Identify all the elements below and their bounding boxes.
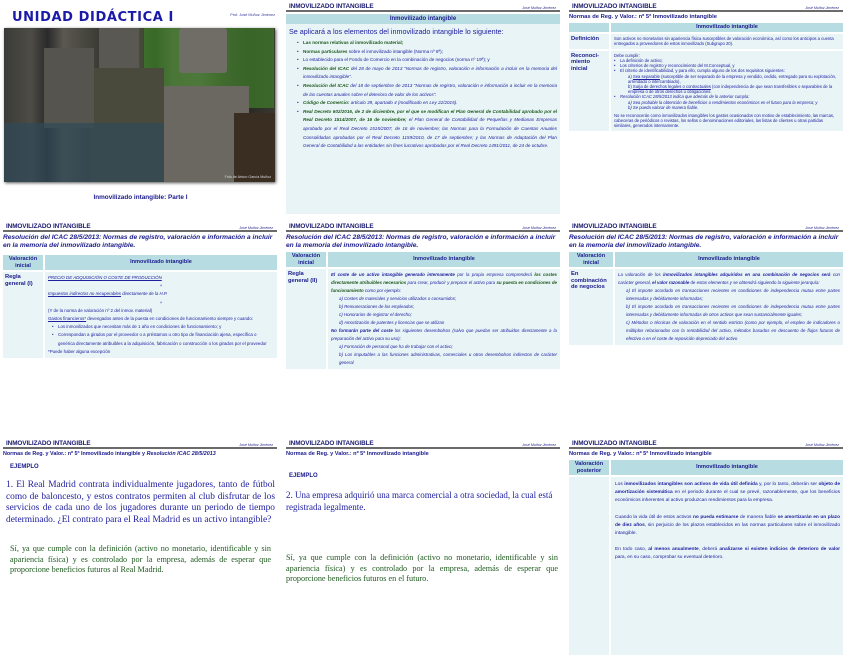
slide-example-2	[283, 437, 564, 655]
list-item: • Las normas relativas al inmovilizado material;	[303, 39, 557, 48]
slide-initial-valuation-1	[0, 220, 281, 433]
section-band: Inmovilizado intangible	[286, 14, 560, 24]
row-label: Regla general (I)	[3, 272, 43, 358]
slide-definition	[566, 0, 847, 218]
slide-subsequent-valuation	[566, 437, 847, 655]
row-label: En combinación de negocios	[569, 269, 613, 345]
header-author: José Muñoz Jiménez	[805, 6, 839, 10]
valuation-table	[569, 252, 843, 345]
valuation-content: La valoración de los inmovilizados intangibles adquiridos en una combinación de negocios será con carácter general, el valor razonable de estos elementos y se obtendrá siguiendo la siguiente jerarquía: a) El importe acordado en transacciones recientes en condiciones de independencia mutua entre partes interesadas y debidamente informadas; b) El importe acordado en transacciones recientes en condiciones de independencia mutua entre partes interesadas y debidamente informadas de otros activos que sean sustancialmente iguales; c) Métodos o técnicas de valoración en el sentido estricto (como por ejemplo, el empleo de indicadores o múltiplos relacionados con la rentabilidad del activo, métodos basados en descuento de flujos futuros de efectivo o en el coste de reposición depreciado del activo	[615, 269, 843, 345]
header-title: INMOVILIZADO INTANGIBLE	[289, 223, 374, 230]
valuation-content: El coste de un activo intangible generado internamente por la propia empresa comprenderá los costes directamente atribuibles necesarios para crear, producir y preparar el activo para su puesta en condiciones de funcionamiento como por ejemplo: a) Costes de materiales y servicios utilizados o consumidos; b) Remuneraciones de los empleados; c) Honorarios de registrar el derecho; d) Amortización de patentes y licencias que se utilizan No formarán parte del coste los siguientes desembolsos (salvo que puedan ser atribuidos directamente a la preparación del activo para su uso): a) Formación de personal que ha de trabajar con el activo; b) Los imputables a las funciones administrativas, comerciales u otros desembolsos indirectos de carácter general	[328, 269, 560, 369]
slide-header	[286, 2, 560, 12]
slide-header	[569, 439, 843, 449]
header-author: José Muñoz Jiménez	[805, 226, 839, 230]
slide-initial-valuation-2	[283, 220, 564, 433]
example-answer: Sí, ya que cumple con la definición (activo no monetario, identificable y sin apariencia física) y es controlado por la empresa, además de esperar que proporcione beneficios futuros en el futuro.	[286, 553, 558, 583]
definition-text: Son activos no monetarios sin apariencia física susceptibles de valoración económica, así como los anticipos a cuenta entregados a proveedores de estos inmovilizado (Subgrupo 20).	[611, 34, 843, 49]
header-author: José Muñoz Jiménez	[522, 226, 556, 230]
example-answer: Sí, ya que cumple con la definición (activo no monetario, identificable y sin apariencia física) y es controlado por la empresa, además de esperar que proporcione beneficios futuros al Real Madrid.	[10, 544, 271, 574]
valuation-table	[569, 460, 843, 655]
header-title: INMOVILIZADO INTANGIBLE	[572, 440, 657, 447]
table-col-header: Inmovilizado intangible	[611, 23, 843, 32]
table-row-header: Valoración inicial	[569, 252, 613, 267]
slide-example-1	[0, 437, 281, 655]
example-label: EJEMPLO	[10, 464, 39, 470]
valuation-content: Los inmovilizados intangibles son activos de vida útil definida y, por lo tanto, deberán ser objeto de amortización sistemática en el periodo durante el cual se prevé, razonablemente, que los beneficios económicos inherentes al activo produzcan rendimientos para la empresa. Cuando la vida útil de estos activos no pueda estimarse de manera fiable se amortizarán en un plazo de diez años, sin perjuicio de los plazos establecidos en las normas particulares sobre el inmovilizado intangible. En todo caso, al menos anualmente, deberá analizarse si existen indicios de deterioro de valor para, en su caso, comprobar su eventual deterioro.	[611, 477, 843, 655]
slide-subtitle: Normas de Reg. y Valor.: nº 5ª Inmovilizado intangible	[569, 14, 717, 20]
slide-subtitle: Normas de Reg. y Valor.: nº 5ª Inmovilizado intangible	[569, 451, 712, 457]
table-col-header: Inmovilizado intangible	[615, 252, 843, 267]
norms-list	[289, 39, 557, 151]
slide-subtitle: Resolución del ICAC 28/5/2013: Normas de registro, valoración e información a incluir en la memoria del inmovilizado intangible.	[569, 234, 839, 249]
slide-subtitle: Normas de Reg. y Valor.: nº 5ª Inmovilizado intangible y Resolución ICAC 28/5/2013	[3, 451, 216, 457]
header-title: INMOVILIZADO INTANGIBLE	[289, 440, 374, 447]
photo-credit: Foto de Arturo García Muñoz	[224, 175, 271, 179]
example-question: 1. El Real Madrid contrata individualmente jugadores, tanto de fútbol como de baloncesto, y estos contratos permiten al club disfrutar de los servicios de cada uno de los jugadores durante un periodo de tiempo determinado. ¿El contrato para el Real Madrid es un activo intangible?	[6, 480, 275, 525]
intro-text: Se aplicará a los elementos del inmovilizado intangible lo siguiente:	[289, 27, 504, 36]
row-label: Regla general (II)	[286, 269, 326, 369]
list-item: • Real Decreto 602/2016, de 2 de diciembre, por el que se modifican el Plan General de Contabilidad aprobado por el Real Decreto 1514/2007, de 16 de noviembre; el Plan General de Contabilidad de Pequeñas y Medianas Empresas aprobado por el Real Decreto 1515/2007, de 16 de noviembre; las Normas para la Formulación de Cuentas Anuales Consolidadas aprobadas por el Real Decreto 1159/2010, de 17 de septiembre; y las Normas de Adaptación del Plan General de Contabilidad a las entidades sin fines lucrativos aprobadas por el Real Decreto 1491/2011, de 24 de octubre.	[303, 108, 557, 151]
slide-header	[569, 2, 843, 12]
header-author: José Muñoz Jiménez	[239, 443, 273, 447]
valuation-table	[286, 252, 560, 369]
list-item: • Resolución del ICAC del 18 de septiembre de 2013 "Normas de registro, valoración e información a incluir en la memoria de las cuentas anuales sobre el deterioro de valor de los activos".	[303, 82, 557, 99]
example-question: 2. Una empresa adquirió una marca comercial a otra sociedad, la cual está registrada legalmente.	[286, 490, 553, 512]
row-label: Reconoci-miento inicial	[569, 51, 609, 131]
unit-title: UNIDAD DIDÁCTICA I	[12, 10, 174, 25]
slide-applicable-norms	[283, 0, 564, 218]
slide-header	[3, 222, 277, 232]
header-title: INMOVILIZADO INTANGIBLE	[289, 3, 374, 10]
exclusion-note: No se reconocerán como inmovilizados intangibles los gastos ocasionados con motivo de establecimiento, las marcas, cabeceras de periódicos o revistas, los sellos o denominaciones editoriales, las listas de clientes u otras partidas similares, generados internamente.	[614, 113, 835, 129]
recognition-cell: Debe cumplir: • La definición de activo; • Los criterios de registro y reconocimiento del M.Conceptual, y • El criterio de identificabilidad, y para ello, cumpla alguno de los dos requisitos siguientes: a) Sea separable (susceptible de ser separado de la empresa y vendido, cedido, entregado para su explotación, arrendado o intercambiado), b) Surja de derechos legales o contractuales (con independencia de que sean transferibles o separables de la empresa o de otros derechos u obligaciones. • Resolución ICAC 28/5/2013 indica que además de lo anterior cumpla: a) Sea probable la obtención de beneficios o rendimientos económicos en el futuro para la empresa; y b) Se pueda valorar de manera fiable. No se reconocerán como inmovilizados intangibles los gastos ocasionados con motivo de establecimiento, las marcas, cabeceras de periódicos o revistas, los sellos o denominaciones editoriales, las listas de clientes u otras partidas similares, generados internamente.	[611, 51, 843, 131]
valuation-content: PRECIO DE ADQUISICIÓN O COSTE DE PRODUCCIÓN + Impuestos indirectos no recuperables directamente de la H.P. + (Y de la norma de valoración nº 2 del inmov. material) Gastos financieros* devengados antes de la puesta en condiciones de funcionamiento siempre y cuando: • Los inmovilizados que necesitan más de 1 año en condiciones de funcionamiento; y • Correspondan a girados por el proveedor o a préstamos u otro tipo de financiación ajena, específica o genérica directamente atribuibles a la adquisición, fabricación o construcción o los girados por el proveedor *Puede haber alguna excepción	[45, 272, 277, 358]
header-author: José Muñoz Jiménez	[522, 443, 556, 447]
slide-header	[286, 222, 560, 232]
header-author: José Muñoz Jiménez	[805, 443, 839, 447]
list-item: • Resolución del ICAC del 28 de mayo de 2013 "Normas de registro, valoración e información a incluir en la memoria del inmovilizado intangible".	[303, 65, 557, 82]
slide-business-combination	[566, 220, 847, 433]
list-item: • Lo establecido para el Fondo de Comercio en la combinación de negocios (norma nº 19ª); y	[303, 56, 557, 65]
row-label: Definición	[569, 34, 609, 49]
header-title: INMOVILIZADO INTANGIBLE	[6, 440, 91, 447]
table-col-header: Inmovilizado intangible	[328, 252, 560, 267]
author-label: Prof. José Muñoz Jiménez	[230, 13, 275, 17]
header-title: INMOVILIZADO INTANGIBLE	[6, 223, 91, 230]
slide-subtitle: Resolución del ICAC 28/5/2013: Normas de registro, valoración e información a incluir en la memoria del inmovilizado intangible.	[286, 234, 556, 249]
table-row-header: Valoración inicial	[286, 252, 326, 267]
table-row-header: Valoración inicial	[3, 255, 43, 270]
table-col-header: Inmovilizado intangible	[611, 460, 843, 475]
slide-subtitle: Normas de Reg. y Valor.: nº 5ª Inmovilizado intangible	[286, 451, 429, 457]
slide-caption: Inmovilizado intangible: Parte I	[93, 194, 188, 201]
example-label: EJEMPLO	[289, 473, 318, 479]
header-author: José Muñoz Jiménez	[522, 6, 556, 10]
list-item: • Código de Comercio: artículo 39, apartado 4 (modificado en Ley 22/2015).	[303, 99, 557, 108]
header-author: José Muñoz Jiménez	[239, 226, 273, 230]
slide-subtitle: Resolución del ICAC 28/5/2013: Normas de registro, valoración e información a incluir en la memoria del inmovilizado intangible.	[3, 234, 273, 249]
definition-table	[569, 23, 843, 131]
header-title: INMOVILIZADO INTANGIBLE	[572, 3, 657, 10]
table-col-header: Inmovilizado intangible	[45, 255, 277, 270]
slide-header	[569, 222, 843, 232]
slide-title	[0, 0, 281, 218]
slide-header	[286, 439, 560, 449]
table-row-header: Valoración posterior	[569, 460, 609, 475]
cover-photo	[4, 28, 275, 182]
list-item: • Normas particulares sobre el inmovilizado intangible (Norma nº 6ª);	[303, 48, 557, 57]
valuation-table	[3, 255, 277, 358]
header-title: INMOVILIZADO INTANGIBLE	[572, 223, 657, 230]
slide-header	[3, 439, 277, 449]
